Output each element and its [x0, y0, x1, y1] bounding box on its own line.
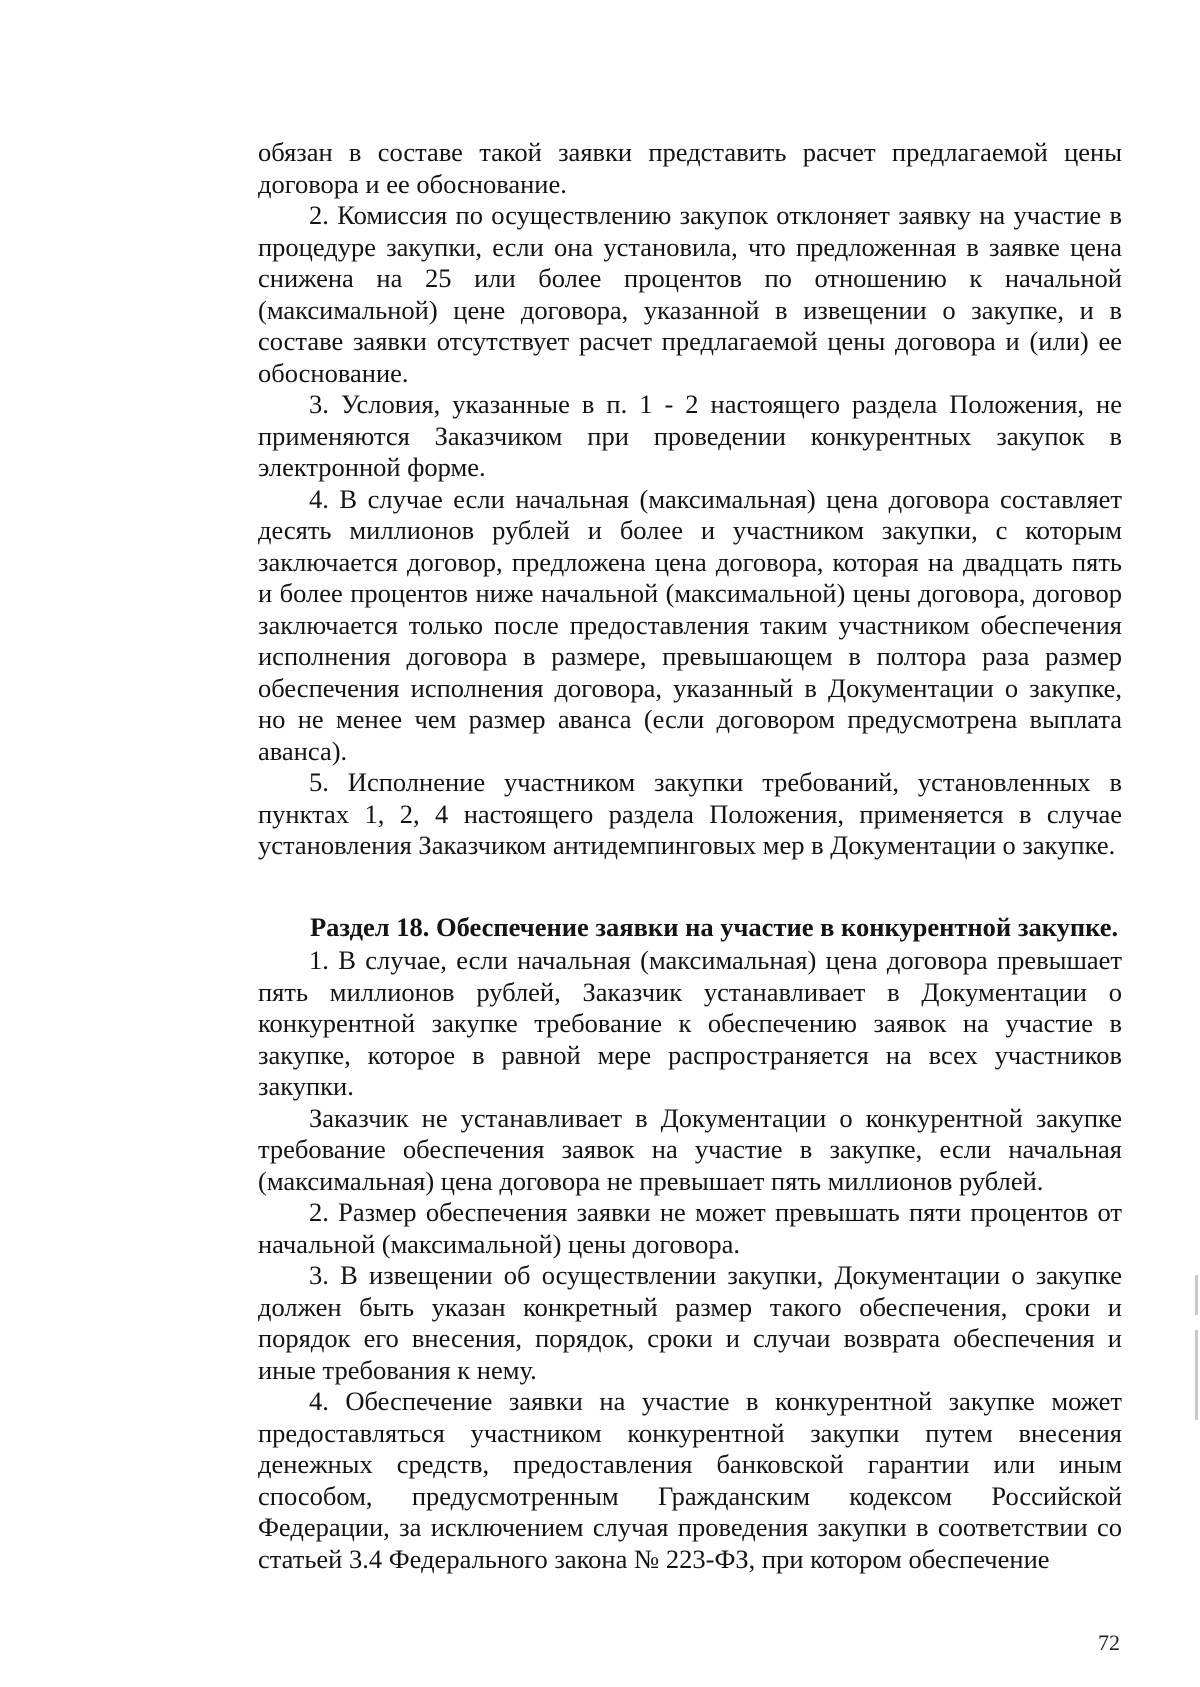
paragraph-continuation: обязан в составе такой заявки представить расчет предлагаемой цены договора и ее обоснование. [258, 137, 1122, 199]
section-heading: Раздел 18. Обеспечение заявки на участие в конкурентной закупке. [310, 912, 1119, 942]
section-heading-block [258, 912, 1122, 944]
paragraph-17-3: 3. Условия, указанные в п. 1 - 2 настоящего раздела Положения, не применяются Заказчиком при проведении конкурентных закупок в электронной форме. [258, 389, 1122, 482]
paragraph-18-1: 1. В случае, если начальная (максимальная) цена договора превышает пять миллионов рублей, Заказчик устанавливает в Документации о конкурентной закупке требование к обеспечению заявок на участие в закупке, которое в равной мере распространяется на всех участников закупки. [258, 945, 1122, 1101]
paragraph-18-4: 4. Обеспечение заявки на участие в конкурентной закупке может предоставляться участником конкурентной закупки путем внесения денежных средств, предоставления банковской гарантии или иным способом, предусмотренным Гражданским кодексом Российской Федерации, за исключением случая проведения закупки в соответствии со статьей 3.4 Федерального закона № 223-ФЗ, при котором обеспечение [258, 1386, 1122, 1574]
paragraph-17-2: 2. Комиссия по осуществлению закупок отклоняет заявку на участие в процедуре закупки, если она установила, что предложенная в заявке цена снижена на 25 или более процентов по отношению к начальной (максимальной) цене договора, указанной в извещении о закупке, и в составе заявки отсутствует расчет предлагаемой цены договора и (или) ее обоснование. [258, 200, 1122, 388]
paragraph-18-3: 3. В извещении об осуществлении закупки, Документации о закупке должен быть указан конкретный размер такого обеспечения, сроки и порядок его внесения, порядок, сроки и случаи возврата обеспечения и иные требования к нему. [258, 1260, 1122, 1385]
paragraph-18-2: 2. Размер обеспечения заявки не может превышать пяти процентов от начальной (максимальной) цены договора. [258, 1197, 1122, 1259]
paragraph-17-5: 5. Исполнение участником закупки требований, установленных в пунктах 1, 2, 4 настоящего раздела Положения, применяется в случае установления Заказчиком антидемпинговых мер в Документации о закупке. [258, 767, 1122, 860]
body-text-after-heading [258, 944, 1122, 1575]
paragraph-17-4: 4. В случае если начальная (максимальная) цена договора составляет десять миллионов рублей и более и участником закупки, с которым заключается договор, предложена цена договора, которая на двадцать пять и более процентов ниже начальной (максимальной) цены договора, договор заключается только после предоставления таким участником обеспечения исполнения договора в размере, превышающем в полтора раза размер обеспечения исполнения договора, указанный в Документации о закупке, но не менее чем размер аванса (если договором предусмотрена выплата аванса). [258, 483, 1122, 766]
page-number: 72 [1098, 1630, 1120, 1655]
scan-edge-mark [1195, 1330, 1198, 1420]
body-text-before-heading [258, 137, 1122, 862]
paragraph-18-1-note: Заказчик не устанавливает в Документации о конкурентной закупке требование обеспечения заявок на участие в закупке, если начальная (максимальная) цена договора не превышает пять миллионов рублей. [258, 1102, 1122, 1196]
scan-edge-mark [1195, 1275, 1198, 1315]
